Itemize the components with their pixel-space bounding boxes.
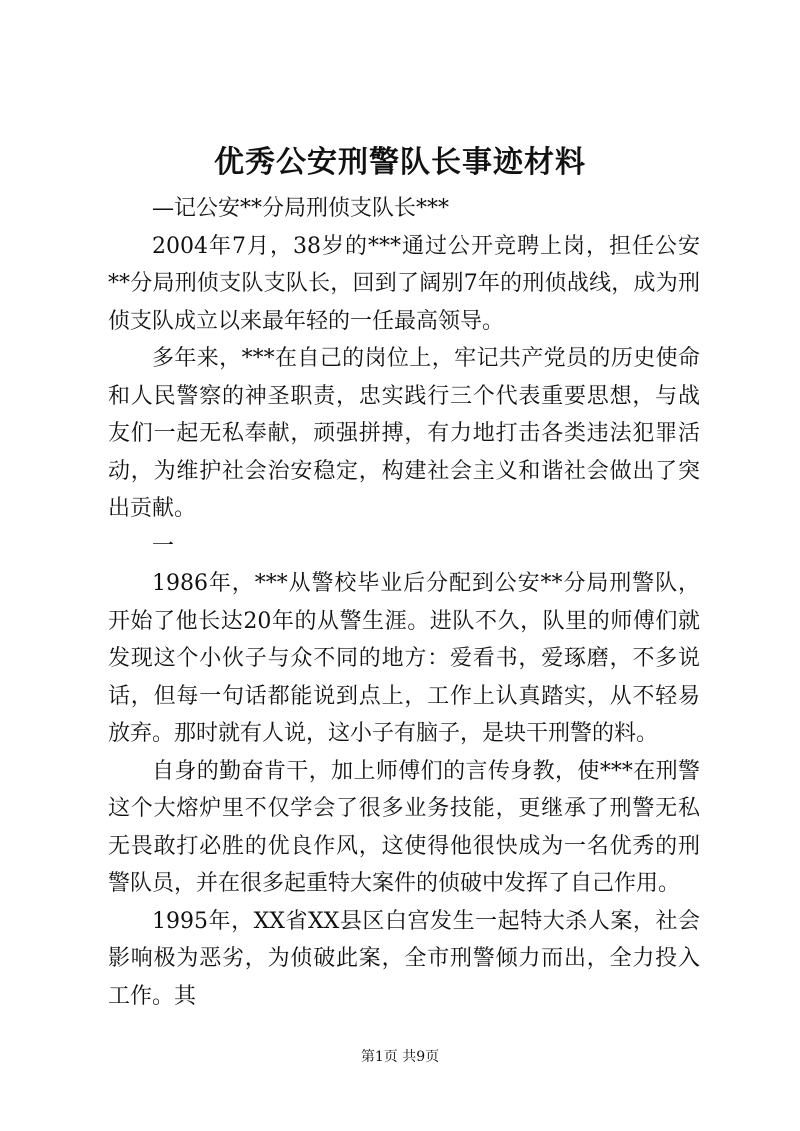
body-paragraph: 2004年7月，38岁的***通过公开竞聘上岗，担任公安**分局刑侦支队支队长，回到了阔别7年的刑侦战线，成为刑侦支队成立以来最年轻的一任最高领导。 [108, 233, 700, 334]
body-paragraph: 自身的勤奋肯干，加上师傅们的言传身教，使***在刑警这个大熔炉里不仅学会了很多业务技能，更继承了刑警无私无畏敢打必胜的优良作风，这使得他很快成为一名优秀的刑警队员，并在很多起重特大案件的侦破中发挥了自己作用。 [108, 758, 700, 896]
body-paragraph: 1986年，***从警校毕业后分配到公安**分局刑警队，开始了他长达20年的从警生涯。进队不久，队里的师傅们就发现这个小伙子与众不同的地方：爱看书，爱琢磨，不多说话，但每一句话都能说到点上，工作上认真踏实，从不轻易放弃。那时就有人说，这小子有脑子，是块干刑警的料。 [108, 571, 700, 746]
document-body [108, 190, 700, 1015]
body-paragraph: 多年来，***在自己的岗位上，牢记共产党员的历史使命和人民警察的神圣职责，忠实践行三个代表重要思想，与战友们一起无私奉献，顽强拼搏，有力地打击各类违法犯罪活动，为维护社会治安稳定，构建社会主义和谐社会做出了突出贡献。 [108, 346, 700, 521]
body-paragraph: 1995年，XX省XX县区白宫发生一起特大杀人案，社会影响极为恶劣，为侦破此案，全市刑警倾力而出，全力投入工作。其 [108, 908, 700, 1009]
page-footer: 第1页 共9页 [360, 1049, 440, 1065]
subtitle-paragraph: —记公安**分局刑侦支队长*** [152, 196, 450, 221]
section-marker: 一 [152, 533, 175, 559]
document-title: 优秀公安刑警队长事迹材料 [214, 145, 586, 180]
